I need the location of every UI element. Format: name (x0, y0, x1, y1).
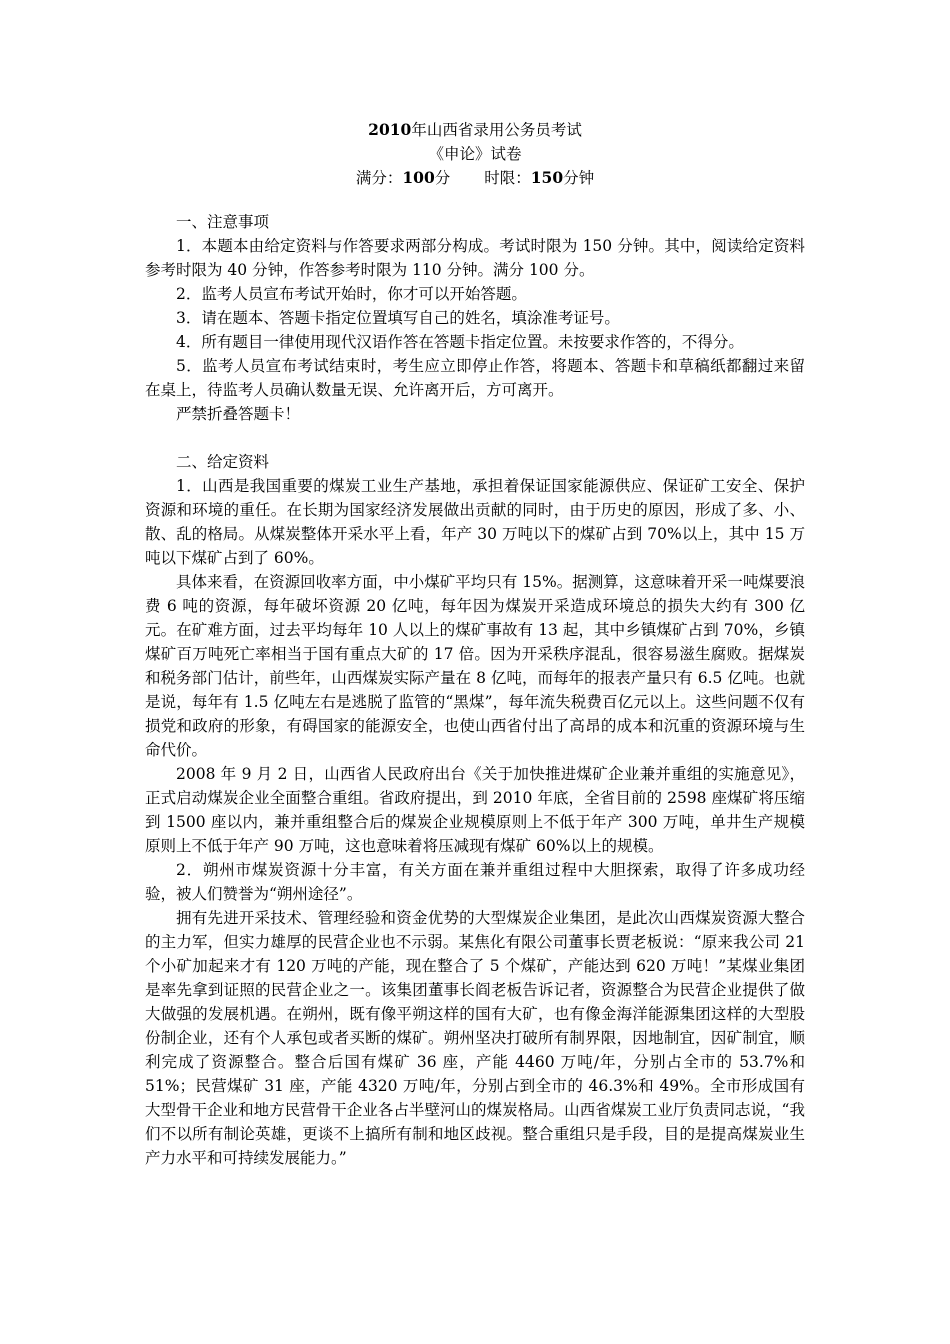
material-paragraph: 2008 年 9 月 2 日，山西省人民政府出台《关于加快推进煤矿企业兼并重组的实施意见》，正式启动煤炭企业全面整合重组。省政府提出，到 2010 年底，全省目前的 2598 座煤矿将压缩到 1500 座以内，兼并重组整合后的煤炭企业规模原则上不低于年产 300 万吨，单井生产规模原则上不低于年产 90 万吨，这也意味着将压减现有煤矿 60%以上的规模。 (145, 765, 805, 855)
notes-warning: 严禁折叠答题卡！ (176, 405, 301, 423)
document-title: 2010年山西省录用公务员考试 (368, 120, 582, 139)
material-paragraph: 1．山西是我国重要的煤炭工业生产基地，承担着保证国家能源供应、保证矿工安全、保护资源和环境的重任。在长期为国家经济发展做出贡献的同时，由于历史的原因，形成了多、小、散、乱的格局。从煤炭整体开采水平上看，年产 30 万吨以下的煤矿占到 70%以上，其中 15 万吨以下煤矿占到了 60%。 (145, 477, 805, 567)
section-title-notes: 一、注意事项 (176, 213, 270, 231)
notes-item: 2．监考人员宣布考试开始时，你才可以开始答题。 (176, 285, 527, 303)
time-value: 150 (530, 168, 564, 187)
notes-item: 1．本题本由给定资料与作答要求两部分构成。考试时限为 150 分钟。其中，阅读给定资料参考时限为 40 分钟，作答参考时限为 110 分钟。满分 100 分。 (145, 237, 805, 279)
document-content (145, 118, 805, 1170)
document-subtitle: 《申论》试卷 (428, 145, 522, 163)
notes-item: 3．请在题本、答题卡指定位置填写自己的姓名，填涂准考证号。 (176, 309, 620, 327)
score-value: 100 (402, 168, 435, 187)
material-paragraph: 具体来看，在资源回收率方面，中小煤矿平均只有 15%。据测算，这意味着开采一吨煤要浪费 6 吨的资源，每年破坏资源 20 亿吨，每年因为煤炭开采造成环境总的损失大约有 300 亿元。在矿难方面，过去平均每年 10 人以上的煤矿事故有 13 起，其中乡镇煤矿占到 70%，乡镇煤矿百万吨死亡率相当于国有重点大矿的 17 倍。因为开采秩序混乱，很容易滋生腐败。据煤炭和税务部门估计，前些年，山西煤炭实际产量在 8 亿吨，而每年的报表产量只有 6.5 亿吨。也就是说，每年有 1.5 亿吨左右是逃脱了监管的“黑煤”，每年流失税费百亿元以上。这些问题不仅有损党和政府的形象，有碍国家的能源安全，也使山西省付出了高昂的成本和沉重的资源环境与生命代价。 (145, 573, 805, 759)
notes-item: 4．所有题目一律使用现代汉语作答在答题卡指定位置。未按要求作答的，不得分。 (176, 333, 744, 351)
score-time-line: 满分：100分 时限：150分钟 (355, 168, 595, 187)
document-header (145, 118, 805, 190)
section-title-materials: 二、给定资料 (176, 453, 270, 471)
material-paragraph: 2．朔州市煤炭资源十分丰富，有关方面在兼并重组过程中大胆探索，取得了许多成功经验，被人们赞誉为“朔州途径”。 (145, 861, 805, 903)
section-gap (145, 426, 805, 450)
material-paragraph: 拥有先进开采技术、管理经验和资金优势的大型煤炭企业集团，是此次山西煤炭资源大整合的主力军，但实力雄厚的民营企业也不示弱。某焦化有限公司董事长贾老板说：“原来我公司 21 个小矿加起来才有 120 万吨的产能，现在整合了 5 个煤矿，产能达到 620 万吨！”某煤业集团是率先拿到证照的民营企业之一。该集团董事长阎老板告诉记者，资源整合为民营企业提供了做大做强的发展机遇。在朔州，既有像平朔这样的国有大矿，也有像金海洋能源集团这样的大型股份制企业，还有个人承包或者买断的煤矿。朔州坚决打破所有制界限，因地制宜，因矿制宜，顺利完成了资源整合。整合后国有煤矿 36 座，产能 4460 万吨/年，分别占全市的 53.7%和 51%；民营煤矿 31 座，产能 4320 万吨/年，分别占到全市的 46.3%和 49%。全市形成国有大型骨干企业和地方民营骨干企业各占半壁河山的煤炭格局。山西省煤炭工业厅负责同志说，“我们不以所有制论英雄，更谈不上搞所有制和地区歧视。整合重组只是手段，目的是提高煤炭业生产力水平和可持续发展能力。” (145, 909, 805, 1167)
notes-item: 5．监考人员宣布考试结束时，考生应立即停止作答，将题本、答题卡和草稿纸都翻过来留在桌上，待监考人员确认数量无误、允许离开后，方可离开。 (145, 357, 805, 399)
